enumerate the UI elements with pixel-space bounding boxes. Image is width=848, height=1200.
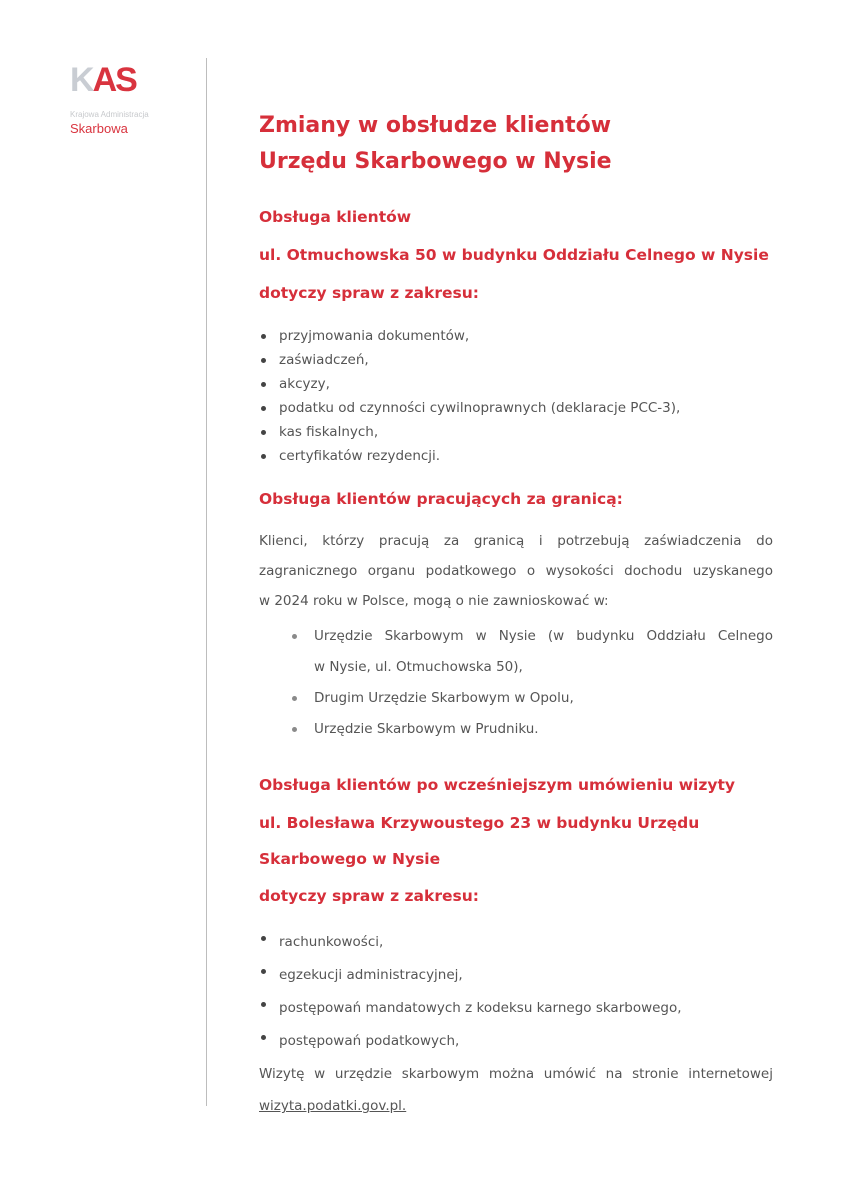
section3-address-line1: ul. Bolesława Krzywoustego 23 w budynku Urzędu	[259, 814, 700, 832]
title-line-1: Zmiany w obsłudze klientów	[259, 113, 612, 138]
list-item: Urzędzie Skarbowym w Nysie (w budynku Oddziału Celnego w Nysie, ul. Otmuchowska 50),	[292, 621, 773, 683]
section3-footer	[259, 1058, 773, 1122]
kas-logo	[70, 60, 220, 136]
paragraph-line: Klienci, którzy pracują za granicą i potrzebują zaświadczenia do	[259, 533, 773, 549]
list-item: podatku od czynności cywilnoprawnych (deklaracje PCC-3),	[259, 396, 680, 420]
paragraph-line: w 2024 roku w Polsce, mogą o nie zawnioskować w:	[259, 593, 609, 609]
section2-heading: Obsługa klientów pracujących za granicą:	[259, 490, 623, 508]
section1-address: ul. Otmuchowska 50 w budynku Oddziału Celnego w Nysie	[259, 246, 769, 264]
paragraph-line: zagranicznego organu podatkowego o wysokości dochodu uzyskanego	[259, 563, 773, 579]
section2-paragraph	[259, 526, 773, 616]
section2-offices-list	[292, 621, 773, 745]
list-item: postępowań mandatowych z kodeksu karnego skarbowego,	[259, 992, 682, 1025]
section3-scope-heading: dotyczy spraw z zakresu:	[259, 887, 479, 905]
page-title	[259, 108, 612, 180]
list-item: rachunkowości,	[259, 926, 682, 959]
wizyta-link[interactable]: wizyta.podatki.gov.pl.	[259, 1098, 407, 1114]
title-line-2: Urzędu Skarbowego w Nysie	[259, 149, 612, 174]
logo-subtitle: Krajowa Administracja	[70, 110, 149, 119]
section3-list	[259, 926, 682, 1058]
list-item: zaświadczeń,	[259, 348, 680, 372]
section1-scope-heading: dotyczy spraw z zakresu:	[259, 284, 479, 302]
list-item: przyjmowania dokumentów,	[259, 324, 680, 348]
list-item: egzekucji administracyjnej,	[259, 959, 682, 992]
list-item: Drugim Urzędzie Skarbowym w Opolu,	[292, 683, 773, 714]
logo-skarbowa: Skarbowa	[70, 121, 128, 136]
section1-heading: Obsługa klientów	[259, 208, 412, 226]
footer-text: Wizytę w urzędzie skarbowym można umówić na stronie internetowej	[259, 1066, 773, 1082]
list-item: kas fiskalnych,	[259, 420, 680, 444]
list-item: certyfikatów rezydencji.	[259, 444, 680, 468]
list-item: postępowań podatkowych,	[259, 1025, 682, 1058]
kas-logo-mark-icon: KAS	[70, 61, 136, 99]
section3-address-line2: Skarbowego w Nysie	[259, 850, 441, 868]
vertical-divider	[206, 58, 207, 1106]
list-item: akcyzy,	[259, 372, 680, 396]
section3-heading: Obsługa klientów po wcześniejszym umówieniu wizyty	[259, 776, 735, 794]
section1-list	[259, 324, 680, 468]
list-item: Urzędzie Skarbowym w Prudniku.	[292, 714, 773, 745]
